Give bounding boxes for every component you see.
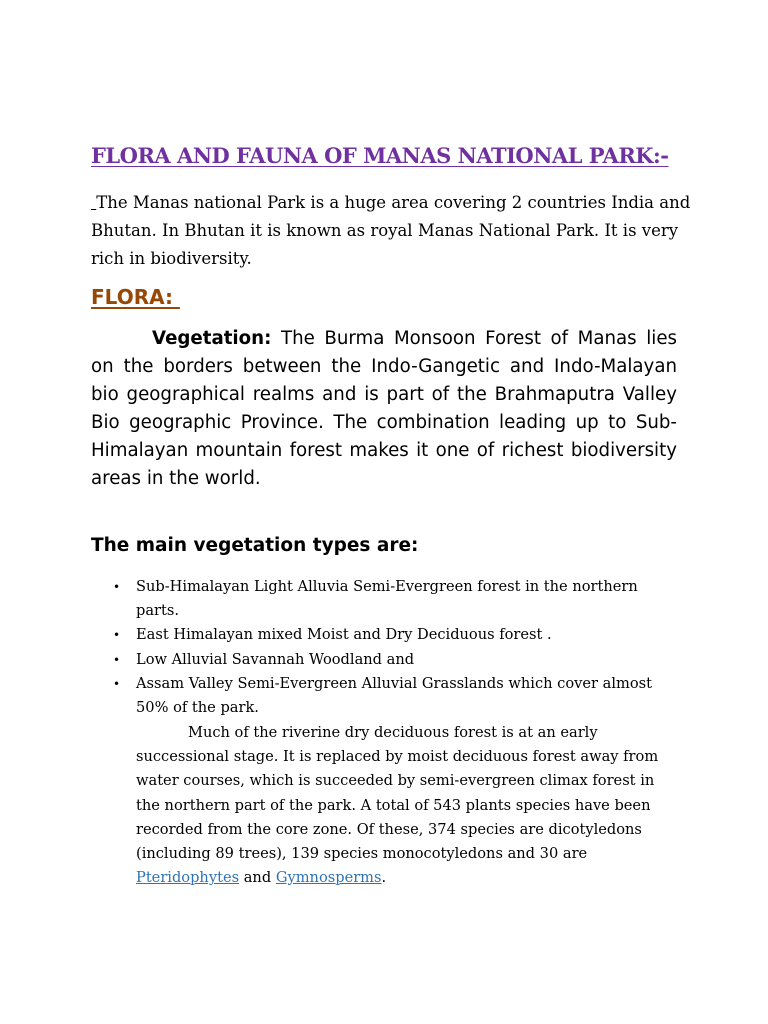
gymnosperms-link[interactable]: Gymnosperms	[275, 869, 382, 887]
paragraph-conjunction: and	[239, 869, 276, 887]
flora-heading: FLORA:	[91, 285, 180, 309]
list-item-text: Sub-Himalayan Light Alluvia Semi-Evergreen forest in the northern parts.	[136, 578, 638, 620]
intro-text: The Manas national Park is a huge area covering 2 countries India and Bhutan. In Bhutan it is known as royal Manas National Park. It is very rich in biodiversity.	[91, 193, 691, 268]
vegetation-types-list	[113, 575, 676, 720]
vegetation-paragraph	[91, 325, 677, 493]
list-item-text: Assam Valley Semi-Evergreen Alluvial Grasslands which cover almost 50% of the park.	[136, 674, 652, 717]
list-item	[113, 672, 676, 720]
list-item-text: East Himalayan mixed Moist and Dry Deciduous forest .	[136, 626, 552, 644]
vegetation-text: The Burma Monsoon Forest of Manas lies on the borders between the Indo-Gangetic and Indo-Malayan bio geographical realms and is part of the Brahmaputra Valley Bio geographic Province. The combination leading up to Sub- Himalayan mountain forest makes it one of richest biodiversity areas in the world.	[91, 328, 677, 489]
list-item	[113, 575, 676, 623]
bullet-icon: •	[113, 580, 121, 594]
paragraph-text: Much of the riverine dry deciduous forest is at an early successional stage. It is replaced by moist deciduous forest away from water courses, which is succeeded by semi-evergreen climax forest in the northern part of the park. A total of 543 plants species have been recorded from the core zone. Of these, 374 species are dicotyledons (including 89 trees), 139 species monocotyledons and 30 are	[136, 724, 659, 863]
riverine-forest-paragraph	[136, 721, 664, 890]
list-item-text: Low Alluvial Savannah Woodland and	[136, 650, 415, 668]
intro-paragraph	[91, 189, 691, 273]
pteridophytes-link[interactable]: Pteridophytes	[136, 869, 240, 887]
bullet-icon: •	[113, 628, 121, 643]
paragraph-end: .	[381, 869, 387, 887]
page-title: FLORA AND FAUNA OF MANAS NATIONAL PARK:-	[91, 143, 669, 168]
vegetation-types-heading: The main vegetation types are:	[91, 535, 419, 556]
vegetation-label: Vegetation:	[152, 328, 272, 349]
bullet-icon: •	[113, 676, 121, 691]
bullet-icon: •	[113, 652, 121, 667]
list-item	[113, 623, 676, 647]
list-item	[113, 648, 676, 672]
